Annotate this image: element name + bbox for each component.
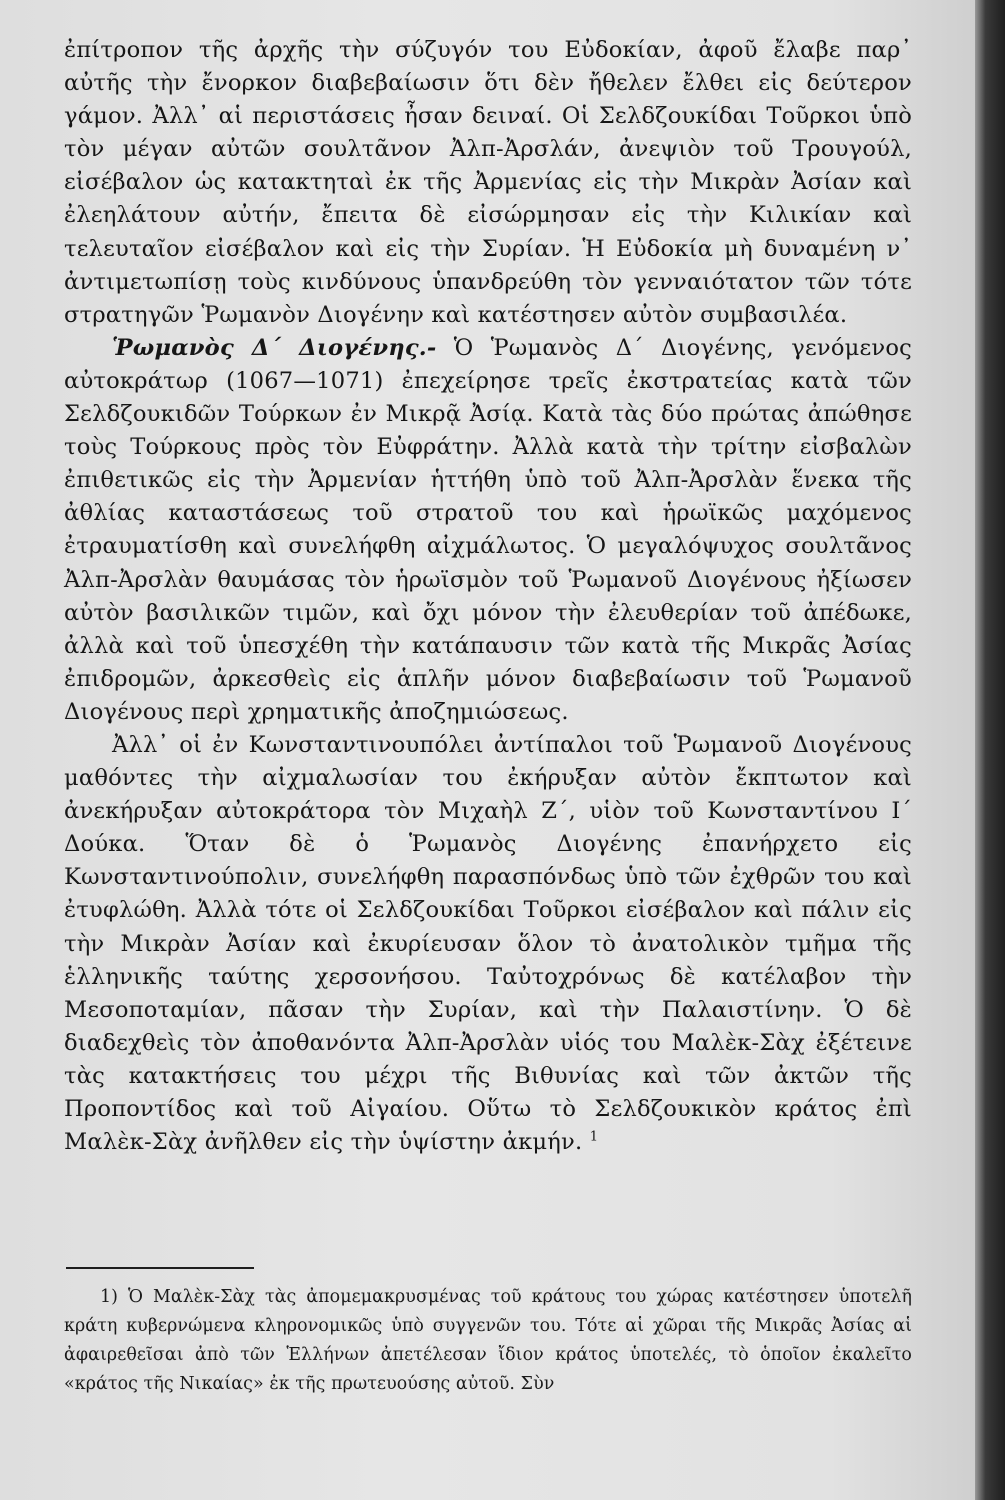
footnote-section — [64, 1283, 912, 1399]
section-heading-romanos: Ῥωμανὸς Δ΄ Διογένης.- — [112, 334, 437, 361]
footnote-marker: 1 — [589, 1129, 599, 1145]
footnote-divider — [66, 1267, 254, 1269]
body-text — [64, 34, 912, 1159]
paragraph-1-text: ἐπίτροπον τῆς ἀρχῆς τὴν σύζυγόν του Εὐδοκίαν, ἀφοῦ ἔλαβε παρ᾿ αὐτῆς τὴν ἔνορκον διαβεβαίωσιν ὅτι δὲν ἤθελεν ἔλθει εἰς δεύτερον γάμον. Ἀλλ᾿ αἱ περιστάσεις ἦσαν δειναί. Οἱ Σελδζουκίδαι Τοῦρκοι ὑπὸ τὸν μέγαν αὐτῶν σουλτᾶνον Ἀλπ-Ἀρσλάν, ἀνεψιὸν τοῦ Τρουγούλ, εἰσέβαλον ὡς κατακτηταὶ ἐκ τῆς Ἀρμενίας εἰς τὴν Μικρὰν Ἀσίαν καὶ ἐλεηλάτουν αὐτήν, ἔπειτα δὲ εἰσώρμησαν εἰς τὴν Κιλικίαν καὶ τελευταῖον εἰσέβαλον καὶ εἰς τὴν Συρίαν. Ἡ Εὐδοκία μὴ δυναμένη ν᾿ ἀντιμετωπίσῃ τοὺς κινδύνους ὑπανδρεύθη τὸν γενναιότατον τῶν τότε στρατηγῶν Ῥωμανὸν Διογένην καὶ κατέστησεν αὐτὸν συμβασιλέα. — [64, 37, 912, 328]
book-binding-edge — [975, 0, 1005, 1500]
paragraph-3 — [64, 729, 912, 1159]
paragraph-1 — [64, 34, 912, 332]
paragraph-3-text: Ἀλλ᾿ οἱ ἐν Κωνσταντινουπόλει ἀντίπαλοι τοῦ Ῥωμανοῦ Διογένους μαθόντες τὴν αἰχμαλωσίαν του ἐκήρυξαν αὐτὸν ἔκπτωτον καὶ ἀνεκήρυξαν αὐτοκράτορα τὸν Μιχαὴλ Ζ΄, υἱὸν τοῦ Κωνσταντίνου Ι΄ Δούκα. Ὅταν δὲ ὁ Ῥωμανὸς Διογένης ἐπανήρχετο εἰς Κωνσταντινούπολιν, συνελήφθη παρασπόνδως ὑπὸ τῶν ἐχθρῶν του καὶ ἐτυφλώθη. Ἀλλὰ τότε οἱ Σελδζουκίδαι Τοῦρκοι εἰσέβαλον καὶ πάλιν εἰς τὴν Μικρὰν Ἀσίαν καὶ ἐκυρίευσαν ὅλον τὸ ἀνατολικὸν τμῆμα τῆς ἑλληνικῆς ταύτης χερσονήσου. Ταὐτοχρόνως δὲ κατέλαβον τὴν Μεσοποταμίαν, πᾶσαν τὴν Συρίαν, καὶ τὴν Παλαιστίνην. Ὁ δὲ διαδεχθεὶς τὸν ἀποθανόντα Ἀλπ-Ἀρσλὰν υἱός του Μαλὲκ-Σὰχ ἐξέτεινε τὰς κατακτήσεις του μέχρι τῆς Βιθυνίας καὶ τῶν ἀκτῶν τῆς Προποντίδος καὶ τοῦ Αἰγαίου. Οὕτω τὸ Σελδζουκικὸν κράτος ἐπὶ Μαλὲκ-Σὰχ ἀνῆλθεν εἰς τὴν ὑψίστην ἀκμήν. — [64, 731, 912, 1156]
paragraph-2 — [64, 332, 912, 729]
footnote-1: 1) Ὁ Μαλὲκ-Σὰχ τὰς ἀπομεμακρυσμένας τοῦ κράτους του χώρας κατέστησεν ὑποτελῆ κράτη κυβερνώμενα κληρονομικῶς ὑπὸ συγγενῶν του. Τότε αἱ χῶραι τῆς Μικρᾶς Ἀσίας αἱ ἀφαιρεθεῖσαι ἀπὸ τῶν Ἑλλήνων ἀπετέλεσαν ἴδιον κράτος ὑποτελές, τὸ ὁποῖον ἐκαλεῖτο «κράτος τῆς Νικαίας» ἐκ τῆς πρωτευούσης αὐτοῦ. Σὺν — [64, 1287, 912, 1394]
paragraph-2-text: Ὁ Ῥωμανὸς Δ΄ Διογένης, γενόμενος αὐτοκράτωρ (1067—1071) ἐπεχείρησε τρεῖς ἐκστρατείας κατὰ τῶν Σελδζουκιδῶν Τούρκων ἐν Μικρᾷ Ἀσίᾳ. Κατὰ τὰς δύο πρώτας ἀπώθησε τοὺς Τούρκους πρὸς τὸν Εὐφράτην. Ἀλλὰ κατὰ τὴν τρίτην εἰσβαλὼν ἐπιθετικῶς εἰς τὴν Ἀρμενίαν ἡττήθη ὑπὸ τοῦ Ἀλπ-Ἀρσλὰν ἕνεκα τῆς ἀθλίας καταστάσεως τοῦ στρατοῦ του καὶ ἡρωϊκῶς μαχόμενος ἐτραυματίσθη καὶ συνελήφθη αἰχμάλωτος. Ὁ μεγαλόψυχος σουλτᾶνος Ἀλπ-Ἀρσλὰν θαυμάσας τὸν ἡρωϊσμὸν τοῦ Ῥωμανοῦ Διογένους ἠξίωσεν αὐτὸν βασιλικῶν τιμῶν, καὶ ὄχι μόνον τὴν ἐλευθερίαν τοῦ ἀπέδωκε, ἀλλὰ καὶ τοῦ ὑπεσχέθη τὴν κατάπαυσιν τῶν κατὰ τῆς Μικρᾶς Ἀσίας ἐπιδρομῶν, ἀρκεσθεὶς εἰς ἁπλῆν μόνον διαβεβαίωσιν τοῦ Ῥωμανοῦ Διογένους περὶ χρηματικῆς ἀποζημιώσεως. — [64, 334, 912, 725]
